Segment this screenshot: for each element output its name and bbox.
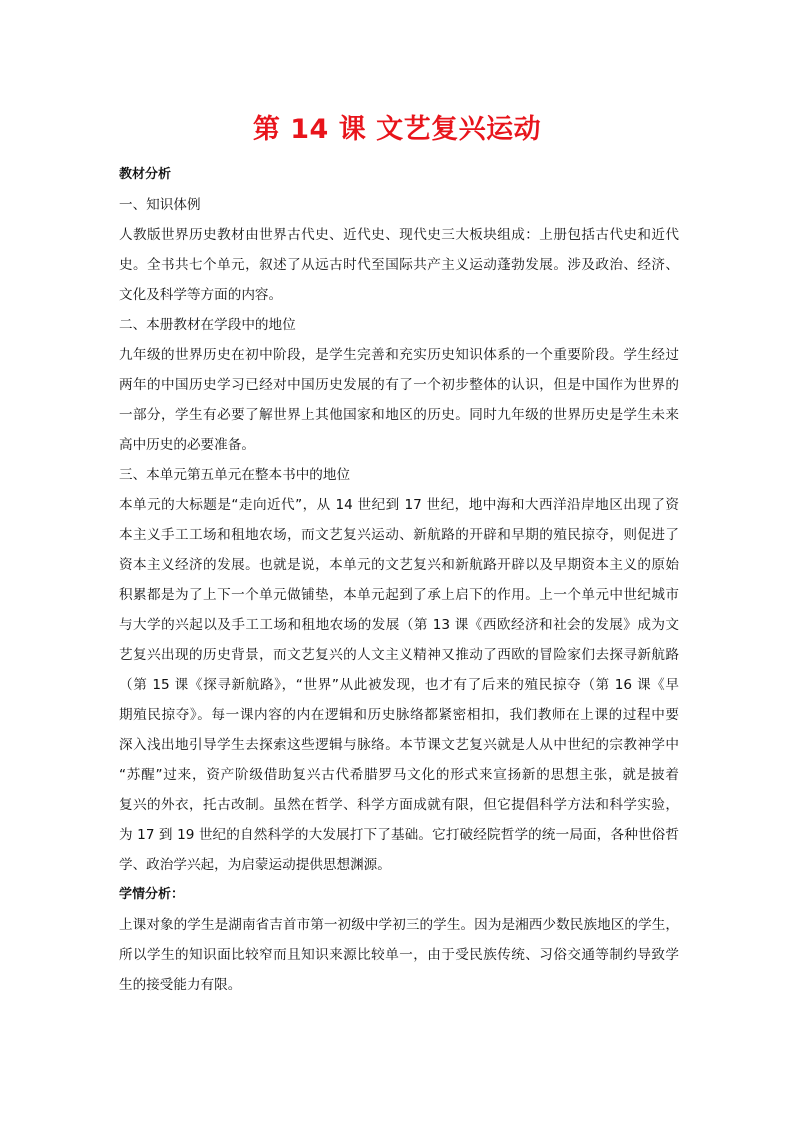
paragraph	[119, 310, 679, 340]
text-line: 九年级的世界历史在初中阶段，是学生完善和充实历史知识体系的一个重要阶段。学生经过	[119, 347, 679, 363]
text-line: 艺复兴出现的历史背景，而文艺复兴的人文主义精神又推动了西欧的冒险家们去探寻新航路	[119, 647, 679, 663]
text-line: 三、本单元第五单元在整本书中的地位	[119, 467, 351, 483]
text-line: 一、知识体例	[119, 197, 201, 213]
text-line: 上课对象的学生是湖南省吉首市第一初级中学初三的学生。因为是湘西少数民族地区的学生，	[119, 917, 679, 933]
section-heading: 学情分析：	[119, 887, 185, 902]
text-line: 高中历史的必要准备。	[119, 437, 255, 453]
paragraph	[119, 490, 679, 880]
paragraph	[119, 190, 679, 220]
text-line: 史。全书共七个单元，叙述了从远古时代至国际共产主义运动蓬勃发展。涉及政治、经济、	[119, 257, 679, 273]
text-line: 文化及科学等方面的内容。	[119, 287, 283, 303]
text-line: 本单元的大标题是“走向近代”，从 14 世纪到 17 世纪，地中海和大西洋沿岸地区出现了资	[119, 497, 679, 513]
text-line: 本主义手工工场和租地农场，而文艺复兴运动、新航路的开辟和早期的殖民掠夺，则促进了	[119, 527, 679, 543]
text-line: 与大学的兴起以及手工工场和租地农场的发展（第 13 课《西欧经济和社会的发展》成为文	[119, 617, 679, 633]
text-line: 生的接受能力有限。	[119, 977, 242, 993]
text-line: 所以学生的知识面比较窄而且知识来源比较单一，由于受民族传统、习俗交通等制约导致学	[119, 947, 679, 963]
text-line: 二、本册教材在学段中的地位	[119, 317, 296, 333]
text-line: 资本主义经济的发展。也就是说，本单元的文艺复兴和新航路开辟以及早期资本主义的原始	[119, 557, 679, 573]
text-line: 为 17 到 19 世纪的自然科学的大发展打下了基础。它打破经院哲学的统一局面，各种世俗哲	[119, 827, 679, 843]
section-heading: 教材分析	[119, 167, 172, 182]
text-line: 深入浅出地引导学生去探索这些逻辑与脉络。本节课文艺复兴就是人从中世纪的宗教神学中	[119, 737, 679, 753]
paragraph	[119, 340, 679, 460]
text-line: 复兴的外衣，托古改制。虽然在哲学、科学方面成就有限，但它提倡科学方法和科学实验，	[119, 797, 679, 813]
text-line: “苏醒”过来，资产阶级借助复兴古代希腊罗马文化的形式来宣扬新的思想主张，就是披着	[119, 767, 679, 783]
paragraph	[119, 460, 679, 490]
text-line: （第 15 课《探寻新航路》，“世界”从此被发现，也才有了后来的殖民掠夺（第 16 课《早	[119, 677, 679, 693]
paragraph	[119, 910, 679, 1000]
text-line: 期殖民掠夺》。每一课内容的内在逻辑和历史脉络都紧密相扣，我们教师在上课的过程中要	[119, 707, 679, 723]
text-line: 积累都是为了上下一个单元做铺垫，本单元起到了承上启下的作用。上一个单元中世纪城市	[119, 587, 679, 603]
document-body	[119, 160, 679, 1000]
text-line: 学、政治学兴起，为启蒙运动提供思想渊源。	[119, 857, 391, 873]
text-line: 两年的中国历史学习已经对中国历史发展的有了一个初步整体的认识，但是中国作为世界的	[119, 377, 679, 393]
document-title: 第 14 课 文艺复兴运动	[252, 114, 542, 145]
text-line: 一部分，学生有必要了解世界上其他国家和地区的历史。同时九年级的世界历史是学生未来	[119, 407, 679, 423]
text-line: 人教版世界历史教材由世界古代史、近代史、现代史三大板块组成：上册包括古代史和近代	[119, 227, 679, 243]
paragraph	[119, 220, 679, 310]
